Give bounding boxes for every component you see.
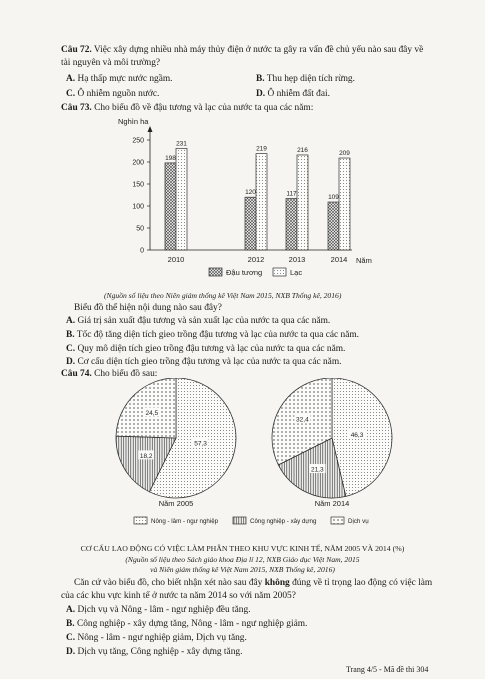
option-text: Dịch vụ và Nông - lâm - ngư nghiệp đều tăng.	[77, 605, 251, 615]
legend-swatch	[209, 268, 222, 276]
legend-label: Dịch vụ	[348, 518, 369, 525]
bar	[256, 154, 267, 250]
option-text: Nông - lâm - ngư nghiệp giảm, Dịch vụ tăng.	[77, 633, 247, 643]
q73-source: (Nguồn số liệu theo Niên giám thống kê Việt Nam 2015, NXB Thống kê, 2016)	[104, 291, 342, 300]
q72-line1	[61, 45, 423, 56]
y-axis-arrow	[148, 126, 153, 132]
option-text: Thu hẹp diện tích rừng.	[266, 74, 355, 84]
option-text: Tốc độ tăng diện tích gieo trồng đậu tương và lạc của nước ta qua các năm.	[76, 330, 360, 340]
option-letter: B.	[66, 619, 75, 629]
x-axis-label: Năm	[356, 256, 372, 265]
pie-legend	[134, 517, 369, 525]
legend-label: Lạc	[290, 268, 303, 277]
pie-value-label: 46,3	[350, 432, 364, 440]
x-tick-label: 2012	[247, 255, 265, 264]
q74-question-bold: không	[264, 578, 290, 588]
q74-text: Cho biểu đồ sau:	[94, 369, 158, 379]
option-text: Cơ cấu diện tích gieo trồng đậu tương và lạc của nước ta qua các năm.	[77, 357, 342, 367]
q73-option-b	[66, 330, 359, 341]
legend-label: Nông - lâm - ngư nghiệp	[151, 518, 219, 525]
option-letter: D.	[66, 357, 76, 367]
option-text: Ô nhiễm đất đai.	[267, 89, 330, 99]
bar-marks	[165, 140, 350, 250]
pie-value-label: 32,4	[296, 416, 309, 424]
option-letter: B.	[66, 330, 75, 340]
legend-swatch	[331, 517, 344, 524]
option-letter: C.	[66, 344, 76, 354]
pie-title-2005: Năm 2005	[158, 499, 194, 508]
x-tick-label: 2010	[167, 255, 185, 264]
option-letter: D.	[66, 647, 76, 657]
option-letter: A.	[66, 316, 76, 326]
q73-option-a	[66, 316, 330, 327]
bar-value-label: 198	[165, 154, 176, 162]
bar-chart	[0, 113, 485, 283]
pie-charts	[0, 378, 485, 538]
x-tick-label: 2014	[330, 255, 348, 264]
y-tick-label: 0	[140, 247, 144, 255]
q72-option-a	[66, 74, 173, 85]
y-tick-label: 150	[132, 181, 144, 189]
q74-option-c	[66, 633, 247, 644]
option-text: Ô nhiễm nguồn nước.	[77, 89, 160, 99]
y-tick-label: 50	[136, 225, 144, 233]
bar-value-label: 216	[297, 146, 308, 154]
legend-swatch	[134, 517, 147, 524]
bar	[286, 199, 297, 250]
q74-option-d	[66, 647, 242, 658]
q74-source1: (Nguồn số liệu theo Sách giáo khoa Địa lí 12, NXB Giáo dục Việt Nam, 2015	[125, 555, 360, 564]
option-letter: C.	[66, 89, 76, 99]
pie-title-2014: Năm 2014	[314, 499, 350, 508]
y-tick-label: 250	[132, 137, 144, 145]
bar-value-label: 109	[328, 194, 339, 202]
q73-question: Biểu đồ thể hiện nội dung nào sau đây?	[74, 303, 222, 313]
option-text: Hạ thấp mực nước ngầm.	[77, 74, 173, 84]
pie-marks	[116, 378, 392, 498]
pie-value-label: 18,2	[139, 452, 153, 460]
bar	[245, 197, 256, 250]
bar	[339, 158, 350, 250]
pie-value-label: 21,3	[310, 466, 324, 474]
q74-option-b	[66, 619, 307, 630]
option-text: Công nghiệp - xây dựng tăng, Nông - lâm - ngư nghiệp giảm.	[76, 619, 308, 629]
q72-number: Câu 72.	[61, 45, 92, 55]
y-tick-label: 100	[132, 203, 144, 211]
legend-swatch	[273, 268, 286, 276]
q72-option-c	[66, 89, 159, 100]
bar	[165, 163, 176, 250]
q74-question-post: đúng về tỉ trọng lao động có việc làm	[292, 578, 433, 588]
pie-value-label: 24,5	[145, 410, 159, 418]
q74-number: Câu 74.	[61, 369, 92, 379]
q74-question-line1	[74, 578, 432, 589]
page-footer: Trang 4/5 - Mã đề thi 304	[346, 665, 429, 674]
y-axis-label: Nghìn ha	[118, 117, 149, 126]
q72-text1: Việc xây dựng nhiều nhà máy thủy điện ở nước ta gây ra vấn đề chủ yếu nào sau đây về	[93, 45, 424, 55]
option-letter: A.	[66, 605, 76, 615]
bar-value-label: 117	[286, 190, 297, 198]
q72-option-d	[256, 89, 330, 100]
q73-text: Cho biểu đồ về đậu tương và lạc của nước ta qua các năm:	[94, 103, 314, 113]
x-tick-label: 2013	[288, 255, 306, 264]
q73-option-d	[66, 357, 341, 368]
option-text: Quy mô diện tích gieo trồng đậu tương và lạc của nước ta qua các năm.	[77, 344, 346, 354]
option-letter: B.	[256, 74, 265, 84]
bar-legend	[209, 268, 302, 277]
q73-number: Câu 73.	[61, 103, 92, 113]
q72-option-b	[256, 74, 355, 85]
bar	[328, 202, 339, 250]
bar-value-label: 209	[339, 150, 350, 158]
q74-title: CƠ CẤU LAO ĐỘNG CÓ VIỆC LÀM PHÂN THEO KHU VỰC KINH TẾ, NĂM 2005 VÀ 2014 (%)	[80, 544, 405, 553]
bar	[297, 155, 308, 250]
q74-source2: và Niên giám thống kê Việt Nam 2015, NXB Thống kê, 2016)	[150, 565, 335, 574]
bar	[176, 148, 187, 250]
legend-swatch	[233, 517, 246, 524]
option-letter: D.	[256, 89, 266, 99]
legend-label: Đậu tương	[226, 268, 263, 277]
legend-label: Công nghiệp - xây dựng	[250, 518, 317, 525]
option-text: Dịch vụ tăng, Công nghiệp - xây dựng tăng.	[77, 647, 243, 657]
option-text: Giá trị sản xuất đậu tương và sản xuất lạc của nước ta qua các năm.	[77, 316, 331, 326]
q74-question-line2: của các khu vực kinh tế ở nước ta năm 2014 so với năm 2005?	[61, 591, 296, 601]
bar-value-label: 219	[256, 145, 267, 153]
q72-text2: tài nguyên và môi trường?	[61, 58, 161, 68]
bar-value-label: 231	[176, 140, 187, 148]
option-letter: A.	[66, 74, 76, 84]
y-tick-label: 200	[132, 159, 144, 167]
q74-question-pre: Căn cứ vào biểu đồ, cho biết nhận xét nào sau đây	[74, 578, 263, 588]
option-letter: C.	[66, 633, 76, 643]
q73-option-c	[66, 344, 345, 355]
pie-value-label: 57,3	[194, 440, 207, 448]
q74-option-a	[66, 605, 250, 616]
bar-value-label: 120	[245, 189, 256, 197]
